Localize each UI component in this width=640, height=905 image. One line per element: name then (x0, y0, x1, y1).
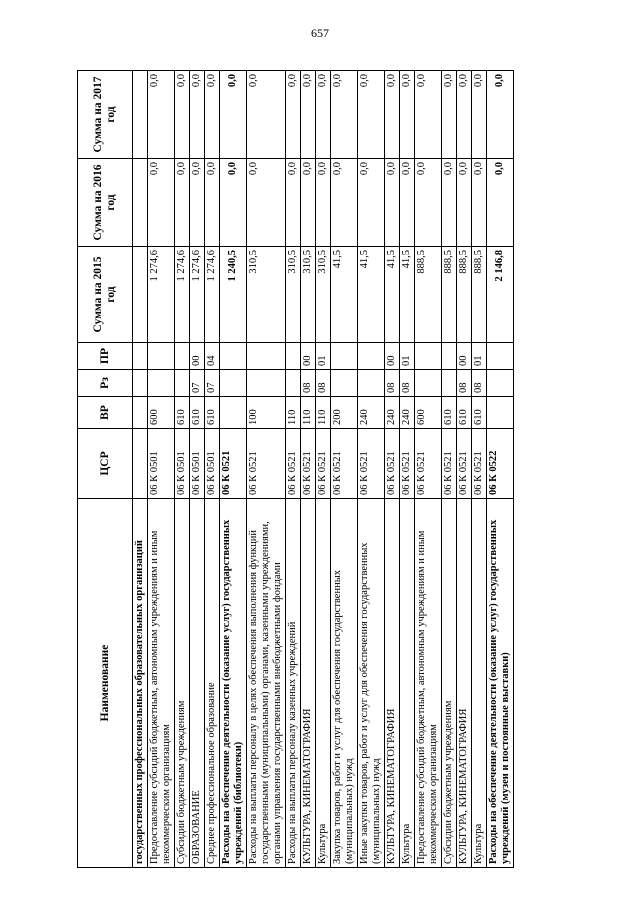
cell-sum-2015: 2 146,8 (487, 247, 514, 343)
cell-csr: 06 К 0501 (175, 429, 190, 499)
cell-vr: 240 (385, 397, 400, 429)
cell-rz (358, 370, 385, 397)
cell-csr: 06 К 0521 (286, 429, 301, 499)
cell-pr (442, 343, 457, 370)
cell-name: Культура (472, 499, 487, 868)
cell-sum-2017: 0,0 (400, 71, 415, 159)
cell-pr (415, 343, 442, 370)
cell-sum-2016: 0,0 (358, 159, 385, 247)
header-sum-2015: Сумма на 2015 год (78, 247, 133, 343)
cell-sum-2016: 0,0 (190, 159, 205, 247)
cell-name: государственных профессиональных образовательных организаций (133, 499, 148, 868)
cell-sum-2016: 0,0 (457, 159, 472, 247)
cell-vr: 110 (301, 397, 316, 429)
cell-vr: 110 (286, 397, 301, 429)
cell-sum-2015: 41,5 (400, 247, 415, 343)
cell-pr: 00 (301, 343, 316, 370)
cell-sum-2016 (133, 159, 148, 247)
cell-sum-2016: 0,0 (487, 159, 514, 247)
cell-sum-2015: 310,5 (316, 247, 331, 343)
cell-csr: 06 К 0501 (148, 429, 175, 499)
cell-pr: 01 (472, 343, 487, 370)
cell-rz: 07 (190, 370, 205, 397)
cell-sum-2015: 1 274,6 (175, 247, 190, 343)
budget-table (77, 70, 514, 868)
table-row (220, 71, 247, 868)
cell-csr: 06 К 0501 (190, 429, 205, 499)
cell-csr: 06 К 0522 (487, 429, 514, 499)
rotated-table-container (77, 71, 607, 868)
cell-sum-2017: 0,0 (286, 71, 301, 159)
cell-sum-2017: 0,0 (415, 71, 442, 159)
cell-sum-2016: 0,0 (331, 159, 358, 247)
cell-rz (148, 370, 175, 397)
cell-sum-2017: 0,0 (205, 71, 220, 159)
table-row (190, 71, 205, 868)
cell-name: Субсидии бюджетным учреждениям (175, 499, 190, 868)
cell-rz: 08 (400, 370, 415, 397)
cell-vr (220, 397, 247, 429)
cell-name: Расходы на выплаты персоналу в целях обеспечения выполнения функций государственными (муниципальными) органами, казенными учреждениями, органами управления государственными внебюджетными фондами (247, 499, 286, 868)
cell-vr: 610 (205, 397, 220, 429)
cell-sum-2017: 0,0 (331, 71, 358, 159)
cell-sum-2017: 0,0 (442, 71, 457, 159)
header-csr: ЦСР (78, 429, 133, 499)
cell-sum-2015: 41,5 (358, 247, 385, 343)
cell-sum-2016: 0,0 (220, 159, 247, 247)
header-vr: ВР (78, 397, 133, 429)
cell-sum-2015: 1 274,6 (148, 247, 175, 343)
cell-sum-2016: 0,0 (385, 159, 400, 247)
cell-name: КУЛЬТУРА, КИНЕМАТОГРАФИЯ (385, 499, 400, 868)
cell-pr (286, 343, 301, 370)
table-row (487, 71, 514, 868)
cell-pr (148, 343, 175, 370)
cell-rz (286, 370, 301, 397)
cell-vr (133, 397, 148, 429)
cell-sum-2016: 0,0 (175, 159, 190, 247)
cell-vr: 600 (415, 397, 442, 429)
cell-pr: 04 (205, 343, 220, 370)
cell-sum-2016: 0,0 (415, 159, 442, 247)
cell-sum-2016: 0,0 (400, 159, 415, 247)
cell-sum-2016: 0,0 (301, 159, 316, 247)
cell-sum-2016: 0,0 (286, 159, 301, 247)
header-pr: ПР (78, 343, 133, 370)
cell-sum-2015: 888,5 (457, 247, 472, 343)
cell-vr: 240 (400, 397, 415, 429)
cell-csr: 06 К 0521 (415, 429, 442, 499)
cell-pr: 01 (316, 343, 331, 370)
cell-name: Расходы на обеспечение деятельности (оказание услуг) государственных учреждений (библиотеки) (220, 499, 247, 868)
cell-vr: 110 (316, 397, 331, 429)
cell-sum-2017: 0,0 (148, 71, 175, 159)
cell-rz (220, 370, 247, 397)
cell-sum-2017: 0,0 (247, 71, 286, 159)
cell-pr: 01 (400, 343, 415, 370)
table-row (400, 71, 415, 868)
cell-sum-2015: 41,5 (331, 247, 358, 343)
cell-vr: 240 (358, 397, 385, 429)
cell-pr (487, 343, 514, 370)
cell-sum-2017: 0,0 (301, 71, 316, 159)
cell-csr: 06 К 0501 (205, 429, 220, 499)
cell-sum-2017: 0,0 (316, 71, 331, 159)
cell-csr: 06 К 0521 (442, 429, 457, 499)
cell-vr: 610 (190, 397, 205, 429)
cell-sum-2016: 0,0 (472, 159, 487, 247)
cell-pr (247, 343, 286, 370)
cell-sum-2017: 0,0 (175, 71, 190, 159)
cell-csr: 06 К 0521 (400, 429, 415, 499)
cell-csr: 06 К 0521 (331, 429, 358, 499)
cell-name: Расходы на обеспечение деятельности (оказание услуг) государственных учреждений (музеи и постоянные выставки) (487, 499, 514, 868)
cell-name: ОБРАЗОВАНИЕ (190, 499, 205, 868)
cell-csr: 06 К 0521 (301, 429, 316, 499)
cell-pr (133, 343, 148, 370)
cell-csr: 06 К 0521 (385, 429, 400, 499)
cell-pr: 00 (385, 343, 400, 370)
table-row (457, 71, 472, 868)
table-row (301, 71, 316, 868)
cell-rz (487, 370, 514, 397)
cell-sum-2016: 0,0 (442, 159, 457, 247)
cell-rz: 08 (316, 370, 331, 397)
table-row (205, 71, 220, 868)
table-row (148, 71, 175, 868)
cell-sum-2017: 0,0 (457, 71, 472, 159)
page-number: 657 (311, 26, 329, 40)
header-sum-2017: Сумма на 2017 год (78, 71, 133, 159)
cell-rz (415, 370, 442, 397)
cell-csr: 06 К 0521 (247, 429, 286, 499)
cell-pr (175, 343, 190, 370)
cell-name: Закупка товаров, работ и услуг для обеспечения государственных (муниципальных) нужд (331, 499, 358, 868)
cell-vr: 610 (457, 397, 472, 429)
cell-sum-2017: 0,0 (190, 71, 205, 159)
cell-vr (487, 397, 514, 429)
cell-pr (358, 343, 385, 370)
cell-pr: 00 (190, 343, 205, 370)
cell-pr (220, 343, 247, 370)
cell-sum-2015 (133, 247, 148, 343)
cell-sum-2015: 310,5 (286, 247, 301, 343)
cell-rz (331, 370, 358, 397)
cell-sum-2015: 888,5 (442, 247, 457, 343)
cell-name: Культура (316, 499, 331, 868)
header-sum-2016: Сумма на 2016 год (78, 159, 133, 247)
cell-name: Предоставление субсидий бюджетным, автономным учреждениям и иным некоммерческим организациям (148, 499, 175, 868)
table-row (358, 71, 385, 868)
cell-pr (331, 343, 358, 370)
cell-vr: 610 (442, 397, 457, 429)
cell-rz: 08 (301, 370, 316, 397)
cell-name: Среднее профессиональное образование (205, 499, 220, 868)
cell-sum-2015: 1 274,6 (190, 247, 205, 343)
cell-vr: 100 (247, 397, 286, 429)
cell-csr: 06 К 0521 (472, 429, 487, 499)
cell-sum-2016: 0,0 (205, 159, 220, 247)
table-row (442, 71, 457, 868)
cell-name: КУЛЬТУРА, КИНЕМАТОГРАФИЯ (457, 499, 472, 868)
cell-rz: 08 (385, 370, 400, 397)
cell-sum-2017: 0,0 (358, 71, 385, 159)
header-rz: Рз (78, 370, 133, 397)
cell-csr (133, 429, 148, 499)
table-row (175, 71, 190, 868)
cell-name: Субсидии бюджетным учреждениям (442, 499, 457, 868)
cell-sum-2015: 1 240,5 (220, 247, 247, 343)
cell-csr: 06 К 0521 (220, 429, 247, 499)
cell-rz (175, 370, 190, 397)
cell-name: Иные закупки товаров, работ и услуг для обеспечения государственных (муниципальных) нужд (358, 499, 385, 868)
cell-sum-2015: 310,5 (301, 247, 316, 343)
cell-csr: 06 К 0521 (457, 429, 472, 499)
cell-sum-2017: 0,0 (220, 71, 247, 159)
cell-sum-2015: 41,5 (385, 247, 400, 343)
table-body (133, 71, 514, 868)
cell-sum-2017: 0,0 (472, 71, 487, 159)
cell-sum-2017: 0,0 (487, 71, 514, 159)
cell-sum-2017 (133, 71, 148, 159)
cell-vr: 600 (148, 397, 175, 429)
cell-name: КУЛЬТУРА, КИНЕМАТОГРАФИЯ (301, 499, 316, 868)
cell-sum-2015: 888,5 (415, 247, 442, 343)
cell-sum-2015: 310,5 (247, 247, 286, 343)
cell-csr: 06 К 0521 (358, 429, 385, 499)
cell-vr: 200 (331, 397, 358, 429)
table-row (316, 71, 331, 868)
table-row (286, 71, 301, 868)
cell-sum-2015: 888,5 (472, 247, 487, 343)
table-row (331, 71, 358, 868)
table-header-row (78, 71, 133, 868)
cell-name: Предоставление субсидий бюджетным, автономным учреждениям и иным некоммерческим организациям (415, 499, 442, 868)
cell-sum-2016: 0,0 (316, 159, 331, 247)
cell-vr: 610 (472, 397, 487, 429)
cell-name: Расходы на выплаты персоналу казенных учреждений (286, 499, 301, 868)
header-name: Наименование (78, 499, 133, 868)
cell-rz: 07 (205, 370, 220, 397)
cell-pr: 00 (457, 343, 472, 370)
cell-rz: 08 (457, 370, 472, 397)
cell-sum-2017: 0,0 (385, 71, 400, 159)
cell-rz: 08 (472, 370, 487, 397)
table-row (133, 71, 148, 868)
table-row (247, 71, 286, 868)
table-row (472, 71, 487, 868)
table-row (385, 71, 400, 868)
cell-name: Культура (400, 499, 415, 868)
cell-sum-2015: 1 274,6 (205, 247, 220, 343)
cell-vr: 610 (175, 397, 190, 429)
cell-rz (247, 370, 286, 397)
cell-rz (442, 370, 457, 397)
cell-sum-2016: 0,0 (148, 159, 175, 247)
cell-csr: 06 К 0521 (316, 429, 331, 499)
cell-sum-2016: 0,0 (247, 159, 286, 247)
cell-rz (133, 370, 148, 397)
table-row (415, 71, 442, 868)
